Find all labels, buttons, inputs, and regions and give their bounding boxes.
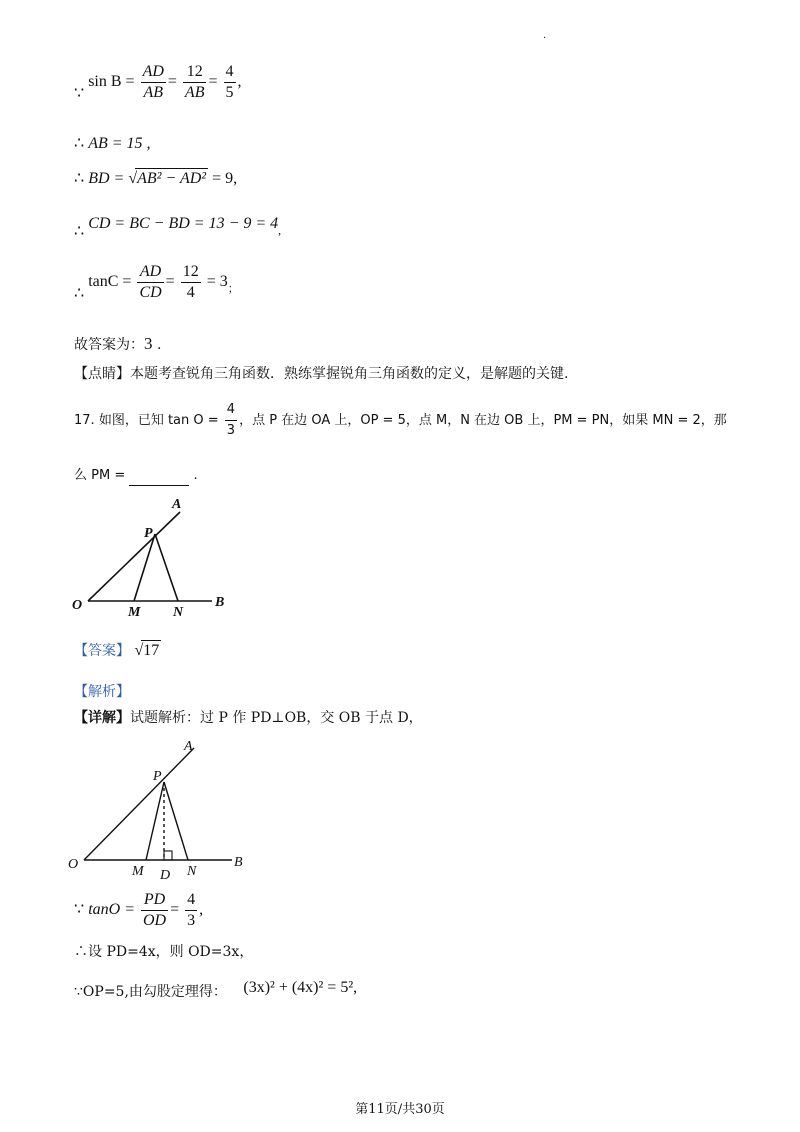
- figure-2-diagram: [66, 738, 256, 888]
- question-17-fraction: $\frac{4}{3}$: [226, 402, 236, 438]
- therefore-symbol: ∴: [74, 223, 85, 240]
- sinb-fraction-3: $\frac{4}{5}$: [225, 63, 234, 101]
- label-o: O: [72, 598, 83, 613]
- because-symbol: ∵: [74, 984, 83, 1000]
- comment-text: 本题考查锐角三角函数．熟练掌握锐角三角函数的定义，是解题的关键.: [130, 366, 569, 382]
- question-17-post: ，点 P 在边 OA 上，OP = 5，点 M，N 在边 OB 上，PM = PN，如果 MN = 2，那: [239, 413, 727, 428]
- answer-summary-value: 3: [144, 334, 153, 353]
- detail-text: 试题解析：过 P 作 PD⊥OB，交 OB 于点 D，: [130, 710, 423, 726]
- answer-line: 【答案】 √17: [74, 642, 160, 659]
- label-b: B: [215, 595, 225, 610]
- ray-oa: [88, 512, 180, 601]
- tanc-fraction-2: $\frac{12}{4}$: [182, 263, 199, 301]
- comment-line: [74, 364, 568, 384]
- sinb-fraction-1: $\frac{AD}{AB}$: [142, 63, 164, 101]
- answer-summary-label: 故答案为：: [74, 337, 144, 353]
- bd-line: ∴ BD = √AB² − AD² = 9,: [74, 170, 238, 187]
- question-number: 17.: [74, 413, 95, 428]
- label-b: B: [234, 855, 243, 870]
- label-p: P: [144, 526, 153, 541]
- therefore-symbol: ∴: [74, 135, 85, 152]
- set-line: [74, 942, 253, 962]
- pythagorean-equation: (3x)² + (4x)² = 5²,: [243, 979, 358, 996]
- sinb-fraction-2: $\frac{12}{AB}$: [184, 63, 205, 101]
- cd-equation: CD = BC − BD = 13 − 9 = 4: [88, 215, 279, 232]
- op-text: OP=5,由勾股定理得：: [82, 984, 227, 1000]
- op-line: [74, 979, 358, 1002]
- ab-equation: AB = 15 ,: [88, 135, 151, 152]
- sinb-lhs: sin B =: [88, 73, 135, 91]
- therefore-symbol: ∴: [74, 170, 85, 187]
- tanc-fraction-1: $\frac{AD}{CD}$: [139, 263, 162, 301]
- because-symbol: ∵: [74, 85, 85, 103]
- bd-rhs: = 9: [212, 170, 234, 187]
- bd-radicand: AB² − AD²: [137, 170, 207, 187]
- therefore-symbol: ∴: [74, 944, 88, 960]
- label-p: P: [153, 769, 162, 784]
- segment-pm: [134, 534, 155, 601]
- cd-line: ∴ CD = BC − BD = $13 - 9 = 4_,$: [74, 215, 282, 240]
- tano-line: ∵ tanO = $\frac{PD}{OD}$ = $\frac{4}{3}$ ,: [74, 891, 204, 929]
- label-a: A: [184, 739, 193, 754]
- answer-summary-line: 故答案为：3 .: [74, 334, 162, 353]
- therefore-symbol: ∴: [74, 285, 85, 303]
- page-footer: 第11页/共30页: [355, 1102, 445, 1117]
- question-17-line2-pre: 么 PM =: [74, 468, 126, 483]
- tanc-rhs: = 3: [206, 273, 228, 291]
- analysis-tag: 【解析】: [74, 684, 130, 700]
- label-o: O: [68, 857, 79, 872]
- segment-pn: [155, 534, 178, 601]
- question-17-line2: 么 PM = .: [74, 466, 198, 486]
- tanc-lhs: tanC =: [88, 273, 132, 291]
- label-m: M: [132, 864, 144, 879]
- answer-radicand: 17: [143, 642, 160, 659]
- segment-pn: [164, 782, 188, 860]
- because-symbol: ∵: [74, 901, 85, 919]
- figure-1-diagram: [70, 494, 240, 624]
- answer-blank: [129, 471, 189, 486]
- tano-fraction-2: $\frac{4}{3}$: [187, 891, 196, 929]
- label-n: N: [187, 864, 197, 879]
- right-angle-mark: [164, 851, 172, 860]
- sinb-line: ∵ sin B = $\frac{AD}{AB}$ = $\frac{12}{AB}$ = $\frac{4}{5}$ ,: [74, 63, 242, 103]
- comment-tag: 【点睛】: [74, 366, 130, 382]
- tanc-line: ∴ tanC = $\frac{AD}{CD}$ = $\frac{12}{4}$ = $3_;$: [74, 263, 239, 303]
- tano-lhs: tanO =: [88, 901, 135, 919]
- tano-fraction-1: $\frac{PD}{OD}$: [142, 891, 167, 929]
- question-17-pre: 如图，已知 tan O =: [98, 413, 219, 428]
- detail-tag: 【详解】: [74, 710, 130, 726]
- label-a: A: [172, 497, 182, 512]
- question-17-line1: [74, 400, 727, 441]
- top-mark: .: [543, 30, 547, 41]
- label-d: D: [160, 868, 171, 883]
- detail-line: [74, 708, 423, 728]
- ab-line: [74, 134, 151, 154]
- ray-oa: [84, 748, 194, 860]
- label-m: M: [128, 605, 141, 620]
- answer-tag: 【答案】: [74, 643, 130, 659]
- label-n: N: [173, 605, 184, 620]
- bd-lhs: BD =: [88, 170, 125, 187]
- set-text: 设 PD=4x，则 OD=3x，: [88, 944, 254, 960]
